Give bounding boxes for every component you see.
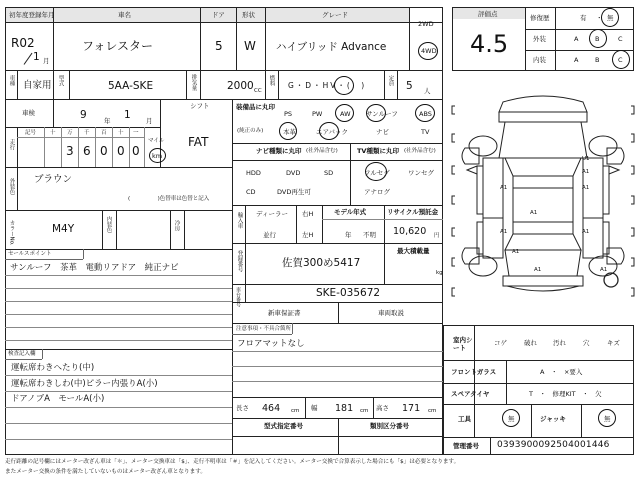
front-glass-label: フロントガラス <box>451 368 497 376</box>
color-value: ブラウン <box>34 174 73 185</box>
shaken-label: 車検 <box>22 109 35 117</box>
interior-color-label: 内装色 <box>105 216 112 233</box>
reg-month: 1 <box>33 51 40 63</box>
shift-label: シフト <box>190 102 210 110</box>
recycle-label: リサイクル預託金 <box>387 208 439 216</box>
length-unit: cm <box>291 408 300 414</box>
color-no-value: M4Y <box>52 223 75 235</box>
place-2: 千 <box>84 130 90 136</box>
manual-label: 車両取説 <box>378 309 404 317</box>
cap-label: 定員 <box>387 75 394 86</box>
front-glass-opts: A ・ ×要入 <box>540 368 583 376</box>
use-label: 車種 <box>8 75 15 86</box>
digit-3: 0 <box>100 144 108 158</box>
ext-b: B <box>595 35 600 43</box>
sheet-stain: 汚れ <box>553 339 566 347</box>
chassis-label: 車台番号 <box>235 287 241 307</box>
header-band <box>6 8 409 22</box>
model-year-value: 不明 <box>363 231 376 239</box>
digit-1: 3 <box>66 144 74 158</box>
tv-fullseg: フルセグ <box>364 169 390 177</box>
drive-4wd: 4WD <box>421 47 437 55</box>
car-diagram <box>443 88 640 323</box>
spare-label: スペアタイヤ <box>451 390 490 398</box>
length-label: 長さ <box>236 404 249 412</box>
place-0: 十 <box>50 130 56 136</box>
sales-point-label: セールスポイント <box>8 251 52 257</box>
repair-label: 修復歴 <box>530 14 550 22</box>
warranty-label: 新車保証書 <box>268 309 301 317</box>
inspector-line-2: 運転席わきしわ(中)ピラー内張りA(小) <box>11 379 158 389</box>
navi-label: ナビ種類に丸印 <box>256 147 302 155</box>
tv-oneseg: ワンセグ <box>408 169 434 177</box>
repair-dot: ・ <box>596 14 603 22</box>
footer-line-1: 走行距離の記号欄にはメーター改ざん車は「＊」、メーター交換車は「$」、走行不明車は「＃」を記入してください。メーター交換で合算表示した場合にも「$」は必要となります。 <box>5 459 460 465</box>
door-label: ドア <box>212 11 225 19</box>
class-label: 類別区分番号 <box>370 422 409 430</box>
car-name-label: 車名 <box>118 11 131 19</box>
score-value: 4.5 <box>470 30 509 58</box>
color-no-label: カラーNo. <box>8 220 15 246</box>
mark-a1-4: A1 <box>530 210 538 216</box>
equip-aw: AW <box>340 110 351 118</box>
jack-circle <box>598 409 616 427</box>
equip-airbag-circle <box>319 122 339 140</box>
place-5: 一 <box>133 130 139 136</box>
disp-unit: CC <box>254 88 262 94</box>
place-4: 十 <box>118 130 124 136</box>
repair-no-circle <box>601 8 619 27</box>
chassis-value: SKE-035672 <box>316 287 381 299</box>
digit-4: 0 <box>117 144 125 158</box>
shape-value: W <box>244 39 256 53</box>
import-right: 右H <box>302 210 314 218</box>
mark-a1-7: A1 <box>512 249 520 255</box>
navi-dvd: DVD <box>286 169 301 177</box>
equip-pw: PW <box>312 110 323 118</box>
equip-airbag: エアバック <box>316 128 348 136</box>
unit-mile: マイル <box>148 138 165 144</box>
ext-a: A <box>574 35 579 43</box>
mileage-digits-label: 記号 <box>25 130 37 136</box>
load-label: 最大積載量 <box>397 247 430 255</box>
equipment-label: 装備品に丸印 <box>236 103 275 111</box>
interior-sheet-label: 室内シート <box>453 336 473 353</box>
tools-label: 工具 <box>458 415 471 423</box>
model-label: 型式 <box>57 75 64 86</box>
repair-no: 無 <box>607 14 614 22</box>
digit-5: 0 <box>132 144 140 158</box>
navi-cd: CD <box>246 188 256 196</box>
equip-aw-circle <box>335 104 354 122</box>
mark-a1-5: A1 <box>500 229 508 235</box>
ext-label: 外装 <box>533 35 546 43</box>
equip-sunroof: サンルーフ <box>366 110 398 118</box>
spare-opts: T ・ 修理KIT ・ 欠 <box>529 390 602 398</box>
inspector-line-3: ドアノブA モールA(小) <box>11 394 105 404</box>
score-label: 評価点 <box>478 10 498 18</box>
equip-abs-circle <box>415 104 435 122</box>
model-year-unit: 年 <box>345 231 352 239</box>
unit-km-circle <box>149 148 166 163</box>
reg-month-unit: 月 <box>43 57 50 65</box>
mark-a1-8: A1 <box>534 267 542 273</box>
width-label: 幅 <box>311 404 318 412</box>
caution-text: フロアマットなし <box>237 339 305 349</box>
equipment-sub-label: (純正のみ) <box>237 128 264 134</box>
tv-note: (社外品含む) <box>404 148 436 154</box>
cooling-label: 冷房 <box>173 220 180 231</box>
mark-a1-3: A1 <box>582 185 590 191</box>
shift-value: FAT <box>188 135 209 149</box>
recycle-value: 10,620 <box>393 226 427 237</box>
int-label: 内装 <box>533 56 546 64</box>
use-value: 自家用 <box>23 80 52 91</box>
reg-year: R02 <box>11 36 35 50</box>
width-value: 181 <box>335 403 354 414</box>
type-cert-label: 型式指定番号 <box>264 422 303 430</box>
import-parallel: 並行 <box>263 231 276 239</box>
fuel-options: G・D・HV・( ) <box>288 81 367 90</box>
tools-circle <box>502 409 520 427</box>
sheet-hole: 穴 <box>583 339 590 347</box>
ext-c: C <box>618 35 623 43</box>
mileage-label: 走行 <box>8 139 15 150</box>
height-value: 171 <box>402 403 421 414</box>
int-c: C <box>618 56 623 64</box>
grade-label: グレード <box>322 11 348 19</box>
mark-a1-1: A1 <box>582 169 590 175</box>
import-left: 左H <box>302 231 314 239</box>
model-value: 5AA-SKE <box>108 80 154 92</box>
footer-line-2: またメーター交換の条件を満たしていないものはメーター改ざん車となります。 <box>5 469 206 475</box>
manage-label: 管理番号 <box>453 442 479 450</box>
int-a: A <box>574 56 579 64</box>
equip-ps: PS <box>284 110 293 118</box>
reg-label: 初年度登録年月 <box>9 11 55 19</box>
disp-label: 排気量 <box>190 74 197 91</box>
equip-sunroof-circle <box>366 104 386 122</box>
int-b: B <box>595 56 600 64</box>
plate-label: 登録番号 <box>236 250 243 272</box>
mark-a1-9: A1 <box>600 267 608 273</box>
fuel-hv-circle <box>334 76 354 95</box>
tv-analog: アナログ <box>364 188 390 196</box>
import-dealer: ディーラー <box>256 210 288 218</box>
color-note: ( )色替車は色替と記入 <box>128 196 210 202</box>
place-1: 万 <box>67 130 73 136</box>
width-unit: cm <box>360 408 369 414</box>
car-name: フォレスター <box>82 39 154 53</box>
height-unit: cm <box>428 408 437 414</box>
jack-value: 無 <box>604 415 611 423</box>
equip-leather: 本革 <box>283 128 296 136</box>
navi-note: (社外品含む) <box>306 148 338 154</box>
length-value: 464 <box>262 403 281 414</box>
manage-value: 0393900092504001446 <box>497 440 610 450</box>
drive-4wd-circle <box>418 42 438 60</box>
tv-fullseg-circle <box>365 162 387 181</box>
shape-label: 形状 <box>242 11 255 19</box>
load-unit: kg <box>436 270 443 276</box>
place-3: 百 <box>101 130 107 136</box>
jack-label: ジャッキ <box>540 415 566 423</box>
mark-a1-2: A1 <box>500 185 508 191</box>
height-label: 高さ <box>376 404 389 412</box>
ext-b-circle <box>589 29 607 48</box>
caution-label: 注意事項・不具合箇所 <box>236 326 292 332</box>
digit-2: 6 <box>83 144 91 158</box>
navi-hdd: HDD <box>246 169 261 177</box>
color-label: 外装色 <box>8 178 15 195</box>
door-count: 5 <box>215 39 223 53</box>
cap-unit: 人 <box>424 87 431 95</box>
sheet-scratch: キズ <box>607 339 620 347</box>
recycle-unit: 円 <box>434 233 440 239</box>
grade-value: ハイブリッド Advance <box>276 41 387 53</box>
disp-value: 2000 <box>227 80 254 92</box>
sales-point-text: サンルーフ 茶革 電動リアドア 純正ナビ <box>10 263 179 273</box>
tools-value: 無 <box>508 415 515 423</box>
equip-navi: ナビ <box>376 128 389 136</box>
equip-leather-circle <box>279 122 297 140</box>
equip-tv: TV <box>421 128 430 136</box>
sheet-tear: 破れ <box>524 339 537 347</box>
int-c-circle <box>612 50 630 69</box>
model-year-label: モデル年式 <box>334 208 367 216</box>
tv-label: TV種類に丸印 <box>357 147 399 155</box>
unit-km: km <box>152 152 163 160</box>
equip-abs: ABS <box>419 110 432 118</box>
sheet-burn: コゲ <box>494 339 507 347</box>
navi-sd: SD <box>324 169 334 177</box>
import-label: 輸入車 <box>236 212 243 229</box>
navi-dvd-play: DVD再生可 <box>277 188 311 196</box>
inspector-line-1: 運転席わきへたり(中) <box>11 363 95 373</box>
shaken-month-unit: 月 <box>146 117 153 125</box>
repair-yes: 有 <box>580 14 587 22</box>
drive-2wd-label: 2WD <box>418 20 434 28</box>
shaken-month: 1 <box>124 109 131 121</box>
shaken-year: 9 <box>80 109 87 121</box>
mark-a1-6: A1 <box>582 229 590 235</box>
fuel-label: 燃料 <box>268 75 275 86</box>
mark-u1: U1 <box>582 156 590 162</box>
cap-value: 5 <box>406 80 413 92</box>
shaken-year-unit: 年 <box>104 117 111 125</box>
inspector-label: 検査記入欄 <box>8 351 36 357</box>
plate-value: 佐賀300め5417 <box>282 257 361 269</box>
